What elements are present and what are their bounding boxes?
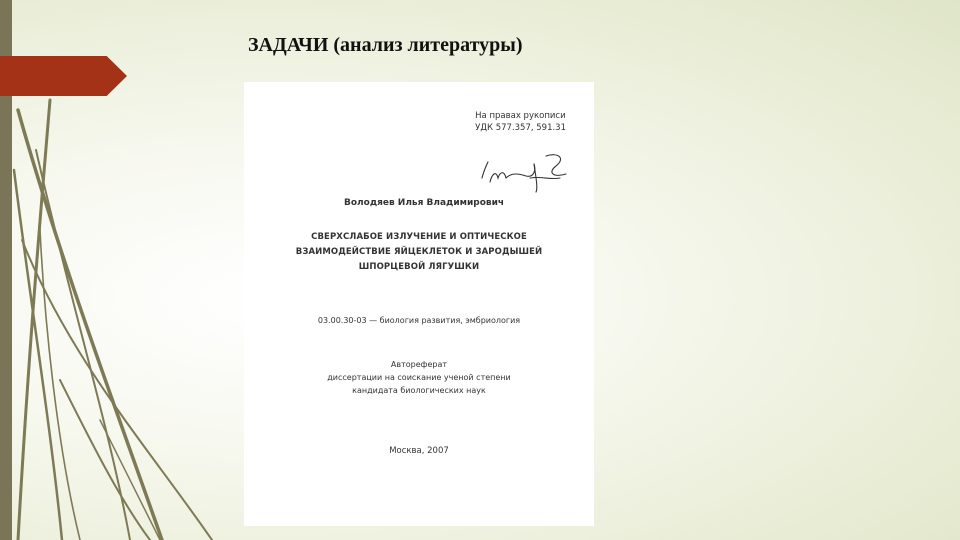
document-page: [244, 82, 594, 526]
thesis-title-line: ШПОРЦЕВОЙ ЛЯГУШКИ: [358, 262, 480, 272]
title-arrow-tab: [0, 56, 127, 96]
abstract-description: [244, 358, 594, 397]
udc-line: УДК 577.357, 591.31: [475, 123, 566, 133]
thesis-title: [244, 230, 594, 275]
slide-title: ЗАДАЧИ (анализ литературы): [248, 34, 523, 56]
abstract-line: диссертации на соискание ученой степени: [327, 373, 511, 382]
thesis-title-line: ВЗАИМОДЕЙСТВИЕ ЯЙЦЕКЛЕТОК И ЗАРОДЫШЕЙ: [295, 247, 543, 257]
place-year: Москва, 2007: [389, 446, 449, 456]
author-name: Володяев Илья Владимирович: [344, 198, 505, 208]
manuscript-rights: [475, 110, 566, 134]
abstract-line: кандидата биологических наук: [352, 386, 486, 395]
thesis-title-line: СВЕРХСЛАБОЕ ИЗЛУЧЕНИЕ И ОПТИЧЕСКОЕ: [311, 232, 527, 242]
signature-image: [476, 148, 572, 196]
abstract-line: Автореферат: [390, 360, 448, 369]
rights-line: На правах рукописи: [475, 111, 566, 121]
specialty-code: 03.00.30-03 — биология развития, эмбриология: [317, 316, 521, 325]
